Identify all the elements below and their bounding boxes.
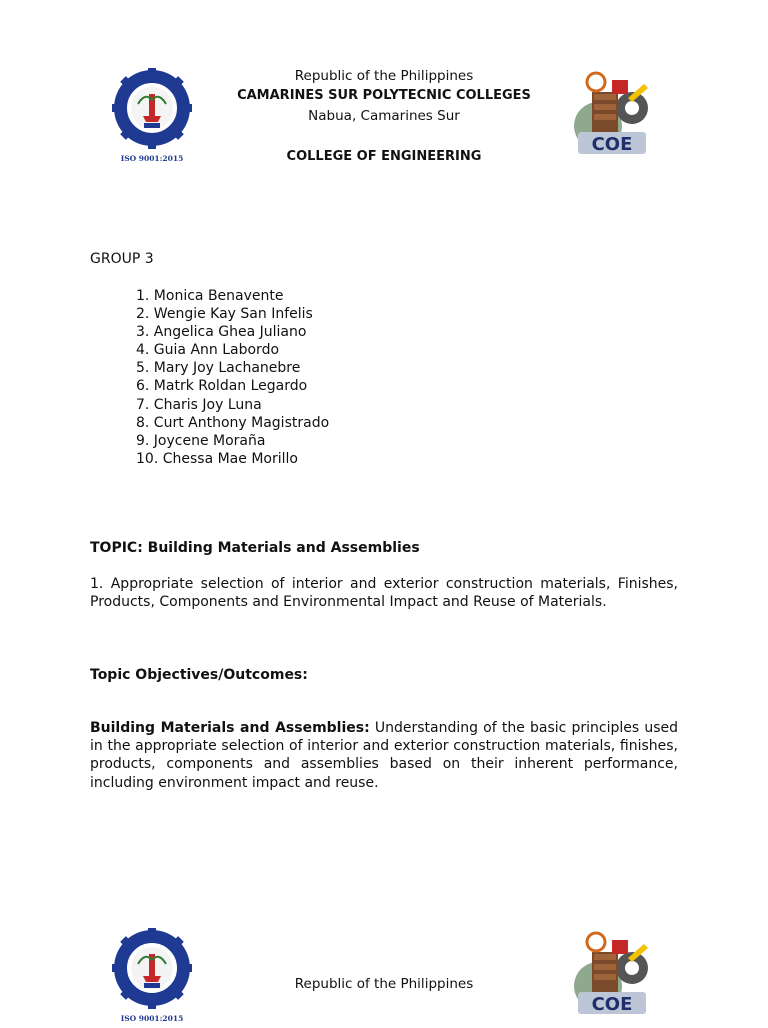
school-seal-icon — [112, 68, 192, 164]
svg-text:COE: COE — [591, 134, 633, 155]
svg-text:ISO 9001:2015: ISO 9001:2015 — [120, 154, 184, 163]
member-item: 1. Monica Benavente — [136, 288, 284, 304]
objective-text: Understanding of the basic principles used in the appropriate selection of interior and exterior construction materials, finishes, products, components and assemblies based on their inherent performance, including environment impact and reuse. — [90, 720, 678, 791]
footer-coe-logo — [570, 928, 660, 1024]
school-seal-logo — [112, 68, 192, 164]
school-location: Nabua, Camarines Sur — [308, 108, 460, 124]
member-list — [136, 287, 329, 468]
member-item: 4. Guia Ann Labordo — [136, 342, 280, 359]
topic-item: 1. Appropriate selection of interior and exterior construction materials, Finishes, Products, Components and Environmental Impact and Reuse of Materials. — [90, 576, 678, 611]
coe-emblem-icon — [570, 68, 660, 164]
objectives-heading: Topic Objectives/Outcomes: — [90, 667, 308, 683]
school-seal-icon — [112, 928, 192, 1024]
member-item: 7. Charis Joy Luna — [136, 396, 262, 413]
objective-label: Building Materials and Assemblies: — [90, 720, 370, 736]
coe-emblem-icon — [570, 928, 660, 1024]
member-item: 6. Matrk Roldan Legardo — [136, 378, 308, 395]
topic-heading: TOPIC: Building Materials and Assemblies — [90, 540, 420, 556]
svg-text:ISO 9001:2015: ISO 9001:2015 — [120, 1014, 184, 1023]
member-item: 3. Angelica Ghea Juliano — [136, 324, 307, 341]
footer-republic-line: Republic of the Philippines — [294, 976, 474, 992]
republic-line: Republic of the Philippines — [294, 68, 474, 84]
college-name: COLLEGE OF ENGINEERING — [286, 149, 482, 164]
coe-logo — [570, 68, 660, 164]
member-item: 9. Joycene Moraña — [136, 432, 266, 449]
member-item: 2. Wengie Kay San Infelis — [136, 306, 313, 323]
footer-school-seal-logo — [112, 928, 192, 1024]
school-name: CAMARINES SUR POLYTECNIC COLLEGES — [237, 88, 531, 103]
member-item: 5. Mary Joy Lachanebre — [136, 360, 301, 377]
member-item: 8. Curt Anthony Magistrado — [136, 414, 330, 431]
svg-text:COE: COE — [591, 994, 633, 1015]
group-title: GROUP 3 — [90, 251, 154, 267]
member-item: 10. Chessa Mae Morillo — [136, 450, 298, 467]
objective-paragraph — [90, 719, 678, 792]
